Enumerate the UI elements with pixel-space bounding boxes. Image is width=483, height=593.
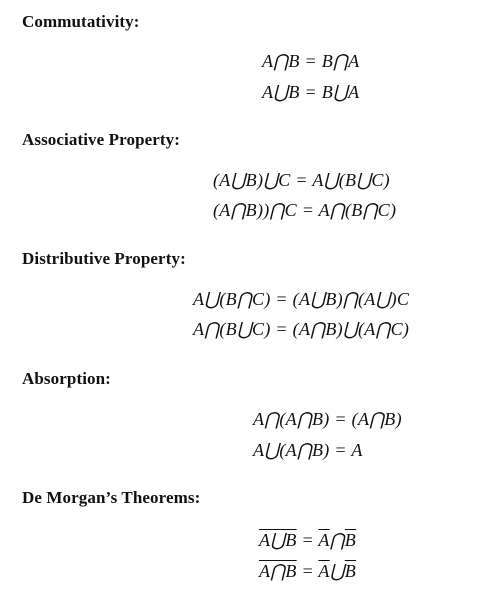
formula-commutativity-intersection: A⋂B = B⋂A: [262, 51, 360, 71]
formula-associative-intersection: (A⋂B))⋂C = A⋂(B⋂C): [213, 200, 397, 220]
heading-commutativity: Commutativity:: [22, 12, 140, 31]
de-morgan-intersection-a-complement: $\overline{A}$: [318, 561, 330, 581]
heading-associative-property: Associative Property:: [22, 130, 181, 149]
de-morgan-union-a-complement: $\overline{A}$: [318, 530, 330, 550]
de-morgan-intersection-operator: ⋃: [329, 561, 345, 581]
formula-absorption-union: A⋃(A⋂B) = A: [253, 440, 363, 460]
de-morgan-union-equals: =: [296, 530, 319, 550]
de-morgan-union-b-complement: $\overline{B}$: [344, 530, 357, 550]
heading-distributive-property: Distributive Property:: [22, 249, 186, 268]
formula-distributive-union: A⋃(B⋂C) = (A⋃B)⋂(A⋃)C: [193, 289, 410, 309]
formula-commutativity-union: A⋃B = B⋃A: [262, 82, 360, 102]
formula-de-morgan-union: [259, 530, 356, 551]
formula-de-morgan-intersection: [259, 561, 356, 582]
de-morgan-union-operator: ⋂: [329, 530, 345, 550]
de-morgan-intersection-equals: =: [296, 561, 319, 581]
formula-distributive-intersection: A⋂(B⋃C) = (A⋂B)⋃(A⋂C): [193, 319, 410, 339]
formula-associative-union: (A⋃B)⋃C = A⋃(B⋃C): [213, 170, 390, 190]
de-morgan-intersection-b-complement: $\overline{B}$: [344, 561, 357, 581]
heading-de-morgans-theorems: De Morgan’s Theorems:: [22, 488, 201, 507]
formula-absorption-intersection: A⋂(A⋂B) = (A⋂B): [253, 409, 402, 429]
de-morgan-intersection-lhs: A⋂B: [259, 561, 297, 581]
heading-absorption: Absorption:: [22, 369, 111, 388]
de-morgan-union-lhs: A⋃B: [259, 530, 297, 550]
